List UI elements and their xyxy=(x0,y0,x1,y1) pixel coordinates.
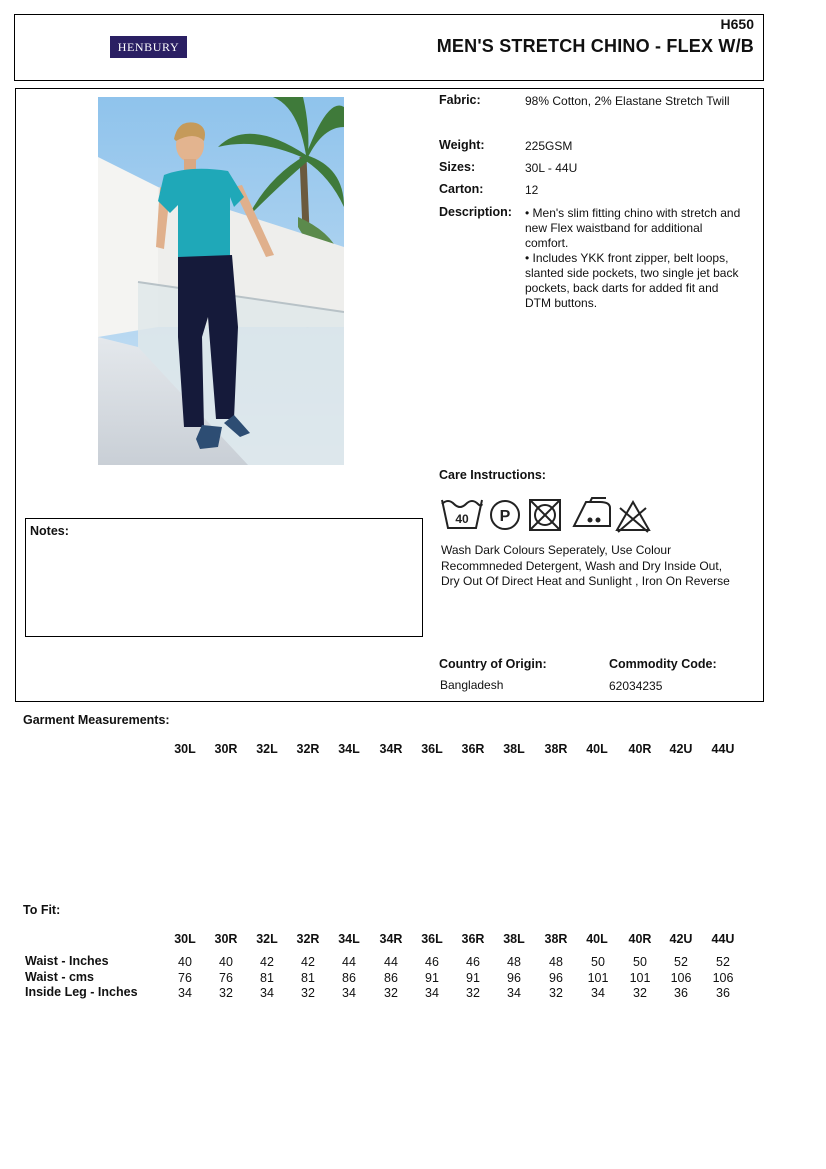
table-cell: 44 xyxy=(384,955,398,969)
care-instructions-text xyxy=(441,543,761,590)
size-header: 40L xyxy=(586,932,608,946)
table-cell: 91 xyxy=(466,971,480,985)
table-cell: 50 xyxy=(591,955,605,969)
care-line: Wash Dark Colours Seperately, Use Colour xyxy=(441,543,672,557)
size-header: 34L xyxy=(338,742,360,756)
size-header: 36R xyxy=(461,932,485,946)
size-header: 32R xyxy=(296,742,320,756)
table-cell: 32 xyxy=(633,986,647,1000)
description-line: DTM buttons. xyxy=(525,296,598,310)
care-line: Recommneded Detergent, Wash and Dry Inside Out, xyxy=(441,558,723,573)
carton-label: Carton: xyxy=(439,182,484,196)
table-cell: 42 xyxy=(260,955,274,969)
table-cell: 106 xyxy=(712,971,734,985)
carton-value: 12 xyxy=(525,183,539,197)
table-cell: 96 xyxy=(507,971,521,985)
size-header: 32L xyxy=(256,932,278,946)
brand-logo: HENBURY xyxy=(110,36,187,58)
size-header: 32R xyxy=(296,932,320,946)
table-cell: 44 xyxy=(342,955,356,969)
table-cell: 34 xyxy=(178,986,192,1000)
size-header: 30L xyxy=(174,932,196,946)
size-header: 34R xyxy=(379,932,403,946)
table-cell: 76 xyxy=(219,971,233,985)
table-cell: 40 xyxy=(219,955,233,969)
do-not-bleach-icon xyxy=(617,502,649,532)
fabric-value: 98% Cotton, 2% Elastane Stretch Twill xyxy=(525,94,730,108)
size-header: 36L xyxy=(421,932,443,946)
notes-box xyxy=(25,518,423,637)
table-cell: 48 xyxy=(507,955,521,969)
garment-measurements-title: Garment Measurements: xyxy=(23,713,170,727)
table-cell: 96 xyxy=(549,971,563,985)
commodity-code-value: 62034235 xyxy=(609,679,663,693)
description-line: comfort. xyxy=(525,236,569,250)
wash-40-icon xyxy=(442,500,482,528)
product-photo xyxy=(98,97,344,465)
table-cell: 81 xyxy=(301,971,315,985)
table-cell: 34 xyxy=(507,986,521,1000)
dryclean-letter: P xyxy=(499,508,511,525)
weight-value: 225GSM xyxy=(525,139,573,153)
wash-temp: 40 xyxy=(455,512,469,526)
description-text xyxy=(525,206,760,311)
country-of-origin-label: Country of Origin: xyxy=(439,657,547,671)
size-header: 32L xyxy=(256,742,278,756)
table-cell: 32 xyxy=(466,986,480,1000)
table-cell: 42 xyxy=(301,955,315,969)
weight-label: Weight: xyxy=(439,138,485,152)
size-header: 40R xyxy=(628,742,652,756)
table-cell: 76 xyxy=(178,971,192,985)
table-cell: 106 xyxy=(670,971,692,985)
table-cell: 36 xyxy=(716,986,730,1000)
fabric-label: Fabric: xyxy=(439,93,481,107)
size-header: 42U xyxy=(669,932,693,946)
size-header: 36R xyxy=(461,742,485,756)
description-line: pockets, back darts for added fit and xyxy=(525,281,719,295)
country-of-origin-value: Bangladesh xyxy=(440,678,504,692)
dry-clean-p-icon xyxy=(491,501,519,529)
description-line: • Men's slim fitting chino with stretch and xyxy=(525,206,741,220)
description-line: slanted side pockets, two single jet back xyxy=(525,266,739,280)
table-cell: 46 xyxy=(425,955,439,969)
care-instructions-title: Care Instructions: xyxy=(439,468,546,482)
table-cell: 40 xyxy=(178,955,192,969)
size-header: 38R xyxy=(544,932,568,946)
product-code: H650 xyxy=(720,16,754,32)
table-cell: 32 xyxy=(301,986,315,1000)
table-cell: 52 xyxy=(716,955,730,969)
description-line: • Includes YKK front zipper, belt loops, xyxy=(525,251,729,265)
commodity-code-label: Commodity Code: xyxy=(609,657,717,671)
size-header: 38R xyxy=(544,742,568,756)
size-header: 30R xyxy=(214,932,238,946)
table-cell: 34 xyxy=(425,986,439,1000)
table-cell: 46 xyxy=(466,955,480,969)
row-label-waist-cms: Waist - cms xyxy=(25,970,95,984)
size-header: 44U xyxy=(711,742,735,756)
size-header: 30L xyxy=(174,742,196,756)
table-cell: 36 xyxy=(674,986,688,1000)
table-cell: 91 xyxy=(425,971,439,985)
size-header: 40L xyxy=(586,742,608,756)
sizes-value: 30L - 44U xyxy=(525,161,578,175)
table-cell: 34 xyxy=(591,986,605,1000)
size-header: 36L xyxy=(421,742,443,756)
table-cell: 32 xyxy=(219,986,233,1000)
row-label-inside-leg: Inside Leg - Inches xyxy=(25,985,138,999)
size-header: 34R xyxy=(379,742,403,756)
size-header: 38L xyxy=(503,742,525,756)
table-cell: 101 xyxy=(587,971,609,985)
size-header: 30R xyxy=(214,742,238,756)
size-header: 34L xyxy=(338,932,360,946)
table-cell: 52 xyxy=(674,955,688,969)
size-header: 38L xyxy=(503,932,525,946)
care-line: Dry Out Of Direct Heat and Sunlight , Iron On Reverse xyxy=(441,574,730,588)
size-header: 44U xyxy=(711,932,735,946)
table-cell: 81 xyxy=(260,971,274,985)
sizes-label: Sizes: xyxy=(439,160,476,174)
table-cell: 34 xyxy=(342,986,356,1000)
row-label-waist-inches: Waist - Inches xyxy=(25,954,109,968)
table-cell: 48 xyxy=(549,955,563,969)
iron-medium-icon xyxy=(574,498,610,526)
size-header: 40R xyxy=(628,932,652,946)
table-cell: 101 xyxy=(629,971,651,985)
product-title: MEN'S STRETCH CHINO - FLEX W/B xyxy=(436,36,754,56)
description-line: new Flex waistband for additional xyxy=(525,221,703,235)
table-cell: 32 xyxy=(549,986,563,1000)
table-cell: 50 xyxy=(633,955,647,969)
table-cell: 86 xyxy=(342,971,356,985)
table-cell: 32 xyxy=(384,986,398,1000)
description-label: Description: xyxy=(439,205,512,219)
table-cell: 34 xyxy=(260,986,274,1000)
to-fit-title: To Fit: xyxy=(23,903,61,917)
size-header: 42U xyxy=(669,742,693,756)
care-icons xyxy=(440,496,660,536)
table-cell: 86 xyxy=(384,971,398,985)
do-not-tumble-dry-icon xyxy=(530,500,560,530)
notes-label: Notes: xyxy=(30,524,69,538)
